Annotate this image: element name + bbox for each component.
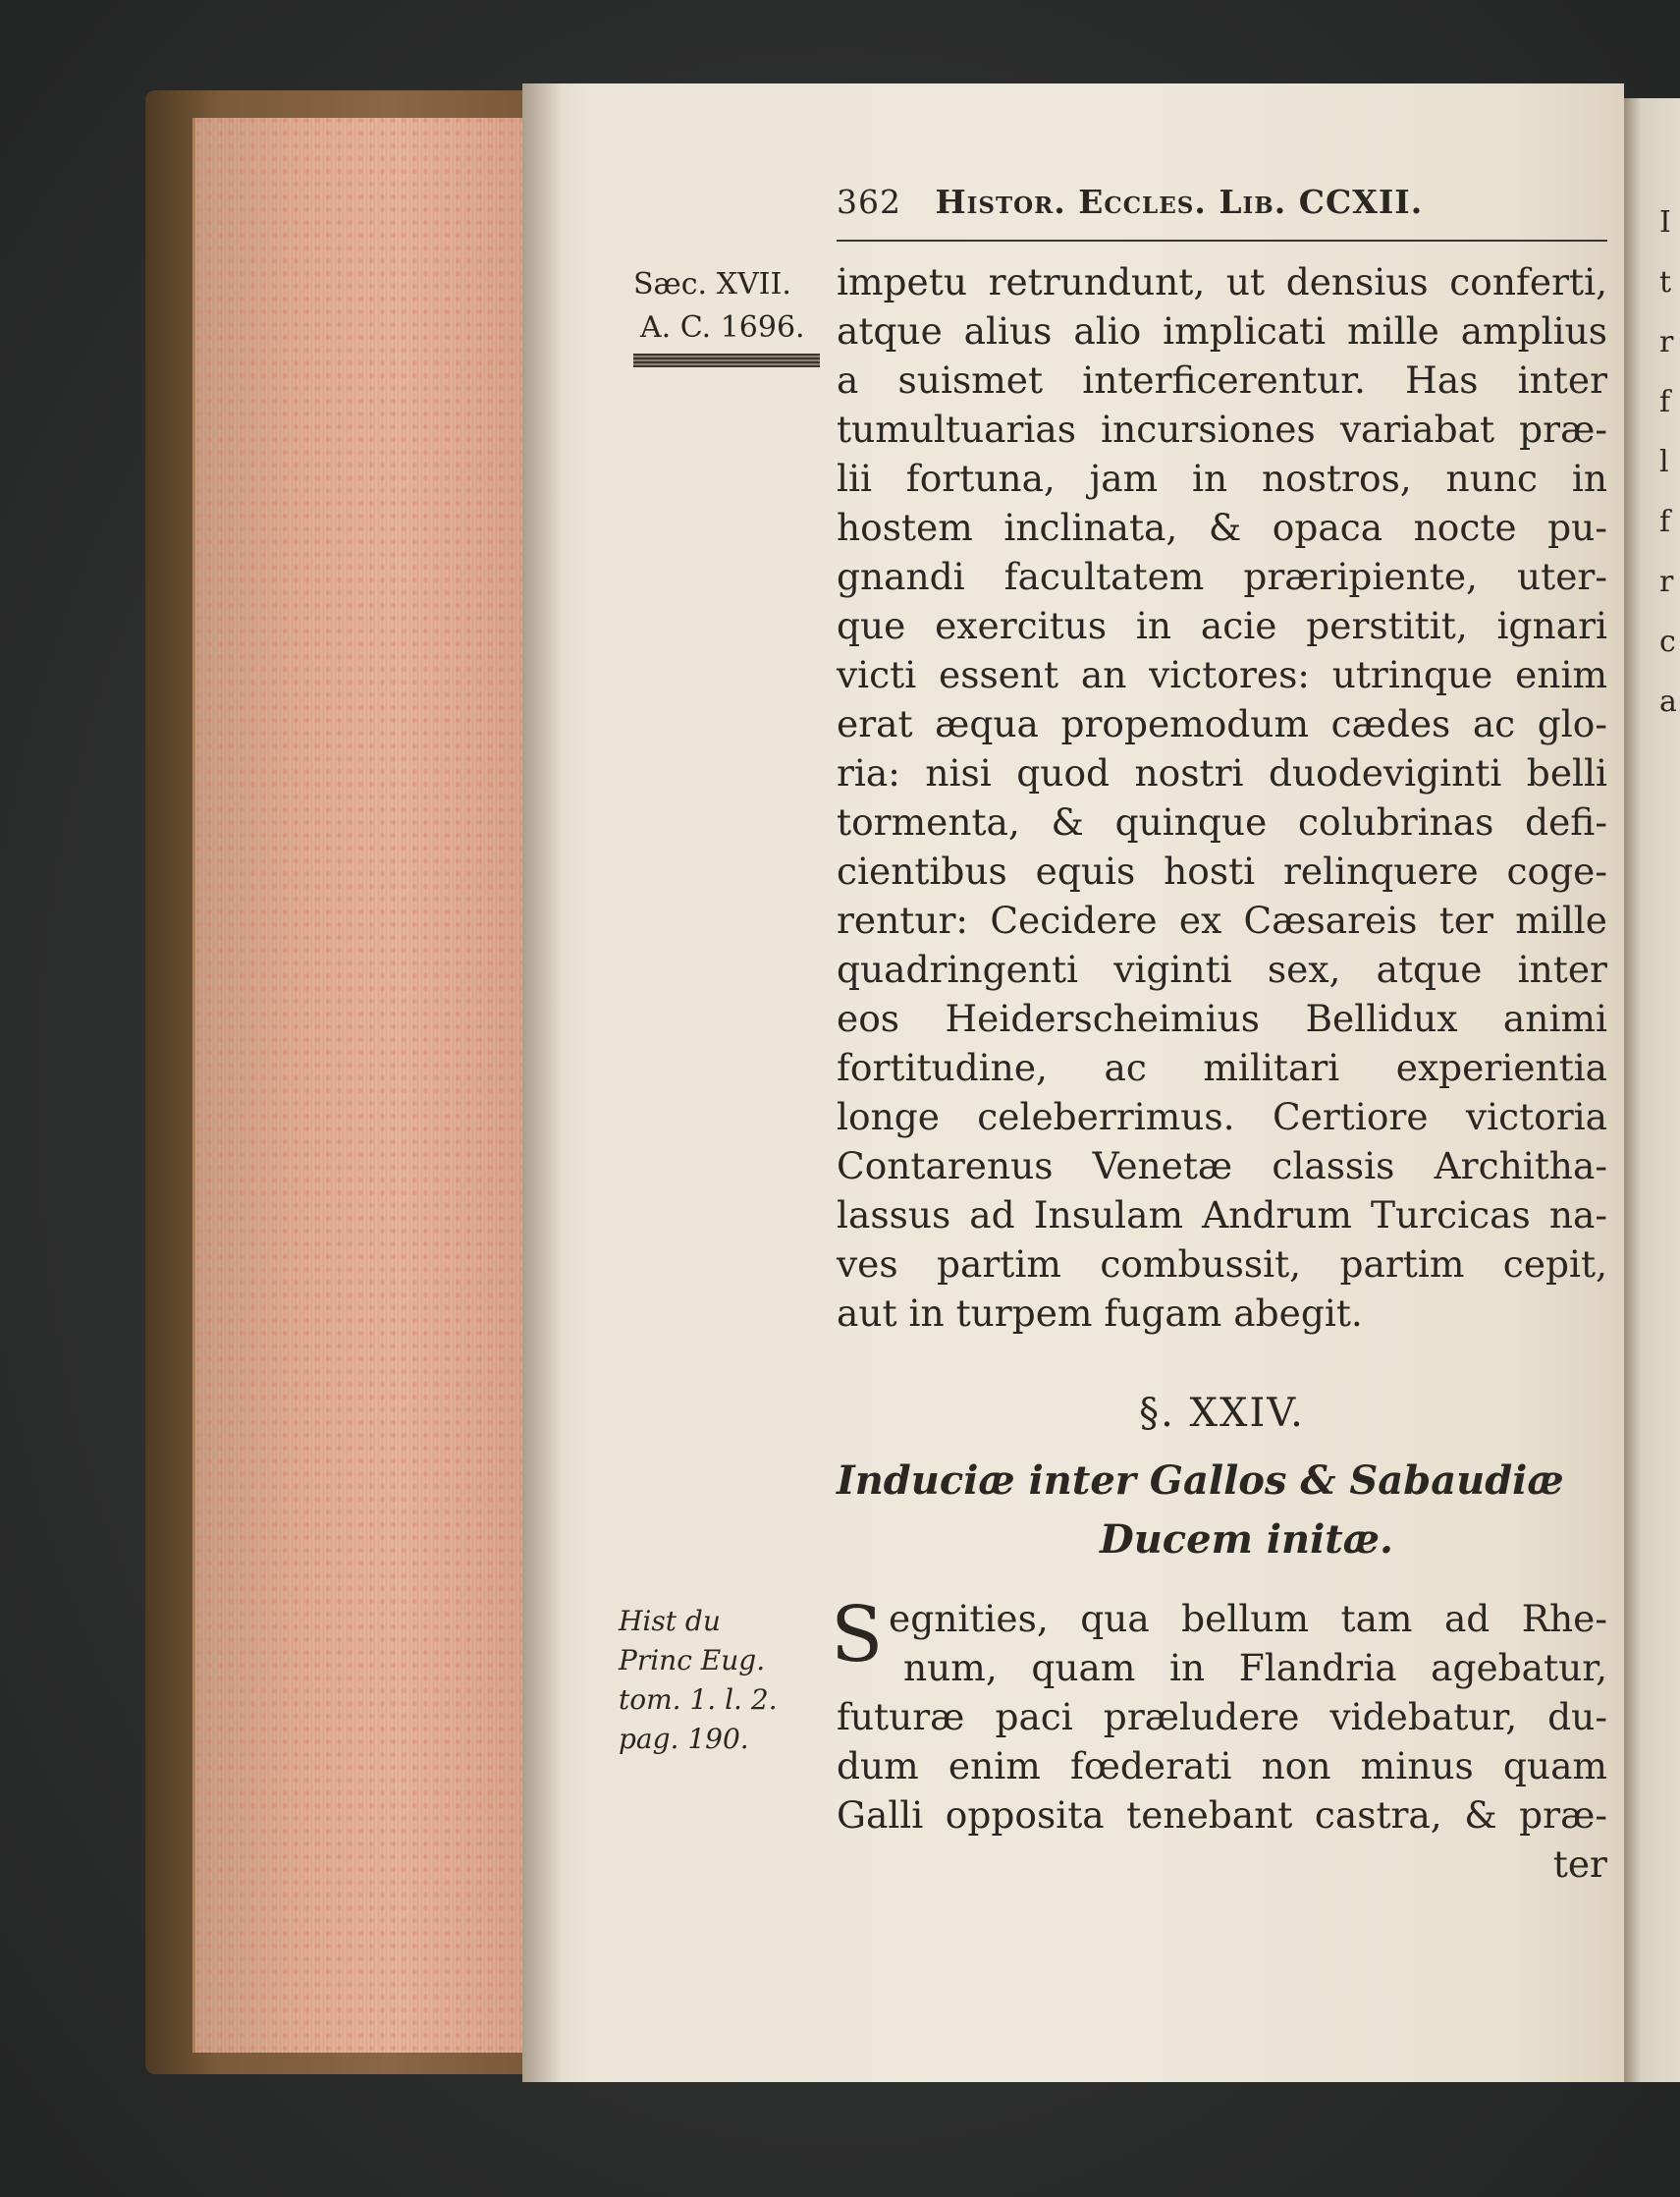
- next-page-letter: f: [1659, 385, 1671, 419]
- body-line: fortitudine, ac militari experientia: [837, 1046, 1607, 1089]
- section-number: §. XXIV.: [1139, 1391, 1305, 1436]
- body-line: victi essent an victores: utrinque enim: [837, 653, 1607, 696]
- body-line: cientibus equis hosti relinquere coge-: [837, 850, 1607, 893]
- body-line: tumultuarias incursiones variabat præ-: [837, 408, 1607, 451]
- body-line: gnandi facultatem præripiente, uter-: [837, 555, 1607, 598]
- section-body-line: Galli opposita tenebant castra, & præ-: [837, 1793, 1607, 1837]
- body-line: rentur: Cecidere ex Cæsareis ter mille: [837, 899, 1607, 942]
- section-body-line: egnities, qua bellum tam ad Rhe-: [889, 1597, 1607, 1640]
- next-page-letter: l: [1659, 445, 1669, 479]
- body-line: erat æqua propemodum cædes ac glo-: [837, 702, 1607, 745]
- next-page-letter: a: [1659, 685, 1677, 719]
- body-line: que exercitus in acie perstitit, ignari: [837, 604, 1607, 647]
- header-rule: [837, 240, 1607, 242]
- drop-cap: S: [831, 1591, 884, 1679]
- page-number: 362: [837, 183, 901, 221]
- body-line: impetu retrundunt, ut densius conferti,: [837, 260, 1607, 303]
- page-edges: [192, 118, 539, 2053]
- margin-century: Sæc. XVII.: [633, 267, 791, 302]
- body-line: a suismet interficerentur. Has inter: [837, 358, 1607, 402]
- section-body-line: dum enim fœderati non minus quam: [837, 1744, 1607, 1787]
- margin-reference-line: Princ Eug.: [619, 1644, 766, 1676]
- running-title: Histor. Eccles. Lib. CCXII.: [935, 183, 1424, 221]
- margin-ornament-rule: [633, 354, 820, 367]
- body-line: hostem inclinata, & opaca nocte pu-: [837, 506, 1607, 549]
- body-line: longe celeberrimus. Certiore victoria: [837, 1095, 1607, 1138]
- margin-reference-line: pag. 190.: [619, 1723, 749, 1755]
- body-line: quadringenti viginti sex, atque inter: [837, 948, 1607, 991]
- next-page-letter: c: [1659, 625, 1676, 659]
- body-line: lii fortuna, jam in nostros, nunc in: [837, 457, 1607, 500]
- next-page-fragment: [1659, 192, 1679, 732]
- running-header: [837, 183, 1612, 232]
- body-line-last: aut in turpem fugam abegit.: [837, 1291, 1363, 1335]
- body-line: ves partim combussit, partim cepit,: [837, 1242, 1607, 1286]
- next-page-letter: r: [1659, 565, 1674, 599]
- next-page-letter: I: [1659, 205, 1671, 240]
- gutter-shadow: [522, 83, 562, 2082]
- section-title-line2: Ducem initæ.: [1100, 1516, 1393, 1563]
- margin-reference-line: tom. 1. l. 2.: [619, 1683, 778, 1716]
- section-body-line: futuræ paci præludere videbatur, du-: [837, 1695, 1607, 1738]
- catchword: ter: [1552, 1842, 1607, 1886]
- next-page-letter: f: [1659, 505, 1671, 539]
- section-body-line: num, quam in Flandria agebatur,: [903, 1646, 1607, 1689]
- margin-year: A. C. 1696.: [640, 310, 805, 345]
- body-line: tormenta, & quinque colubrinas defi-: [837, 800, 1607, 844]
- body-line: Contarenus Venetæ classis Architha-: [837, 1144, 1607, 1187]
- body-line: lassus ad Insulam Andrum Turcicas na-: [837, 1193, 1607, 1236]
- next-page-letter: t: [1659, 265, 1672, 300]
- margin-reference-line: Hist du: [619, 1605, 721, 1637]
- section-title-line1: Induciæ inter Gallos & Sabaudiæ: [837, 1457, 1564, 1504]
- body-line: atque alius alio implicati mille amplius: [837, 309, 1607, 353]
- body-line: ria: nisi quod nostri duodeviginti belli: [837, 751, 1607, 795]
- next-page-letter: r: [1659, 325, 1674, 359]
- body-line: eos Heiderscheimius Bellidux animi: [837, 997, 1607, 1040]
